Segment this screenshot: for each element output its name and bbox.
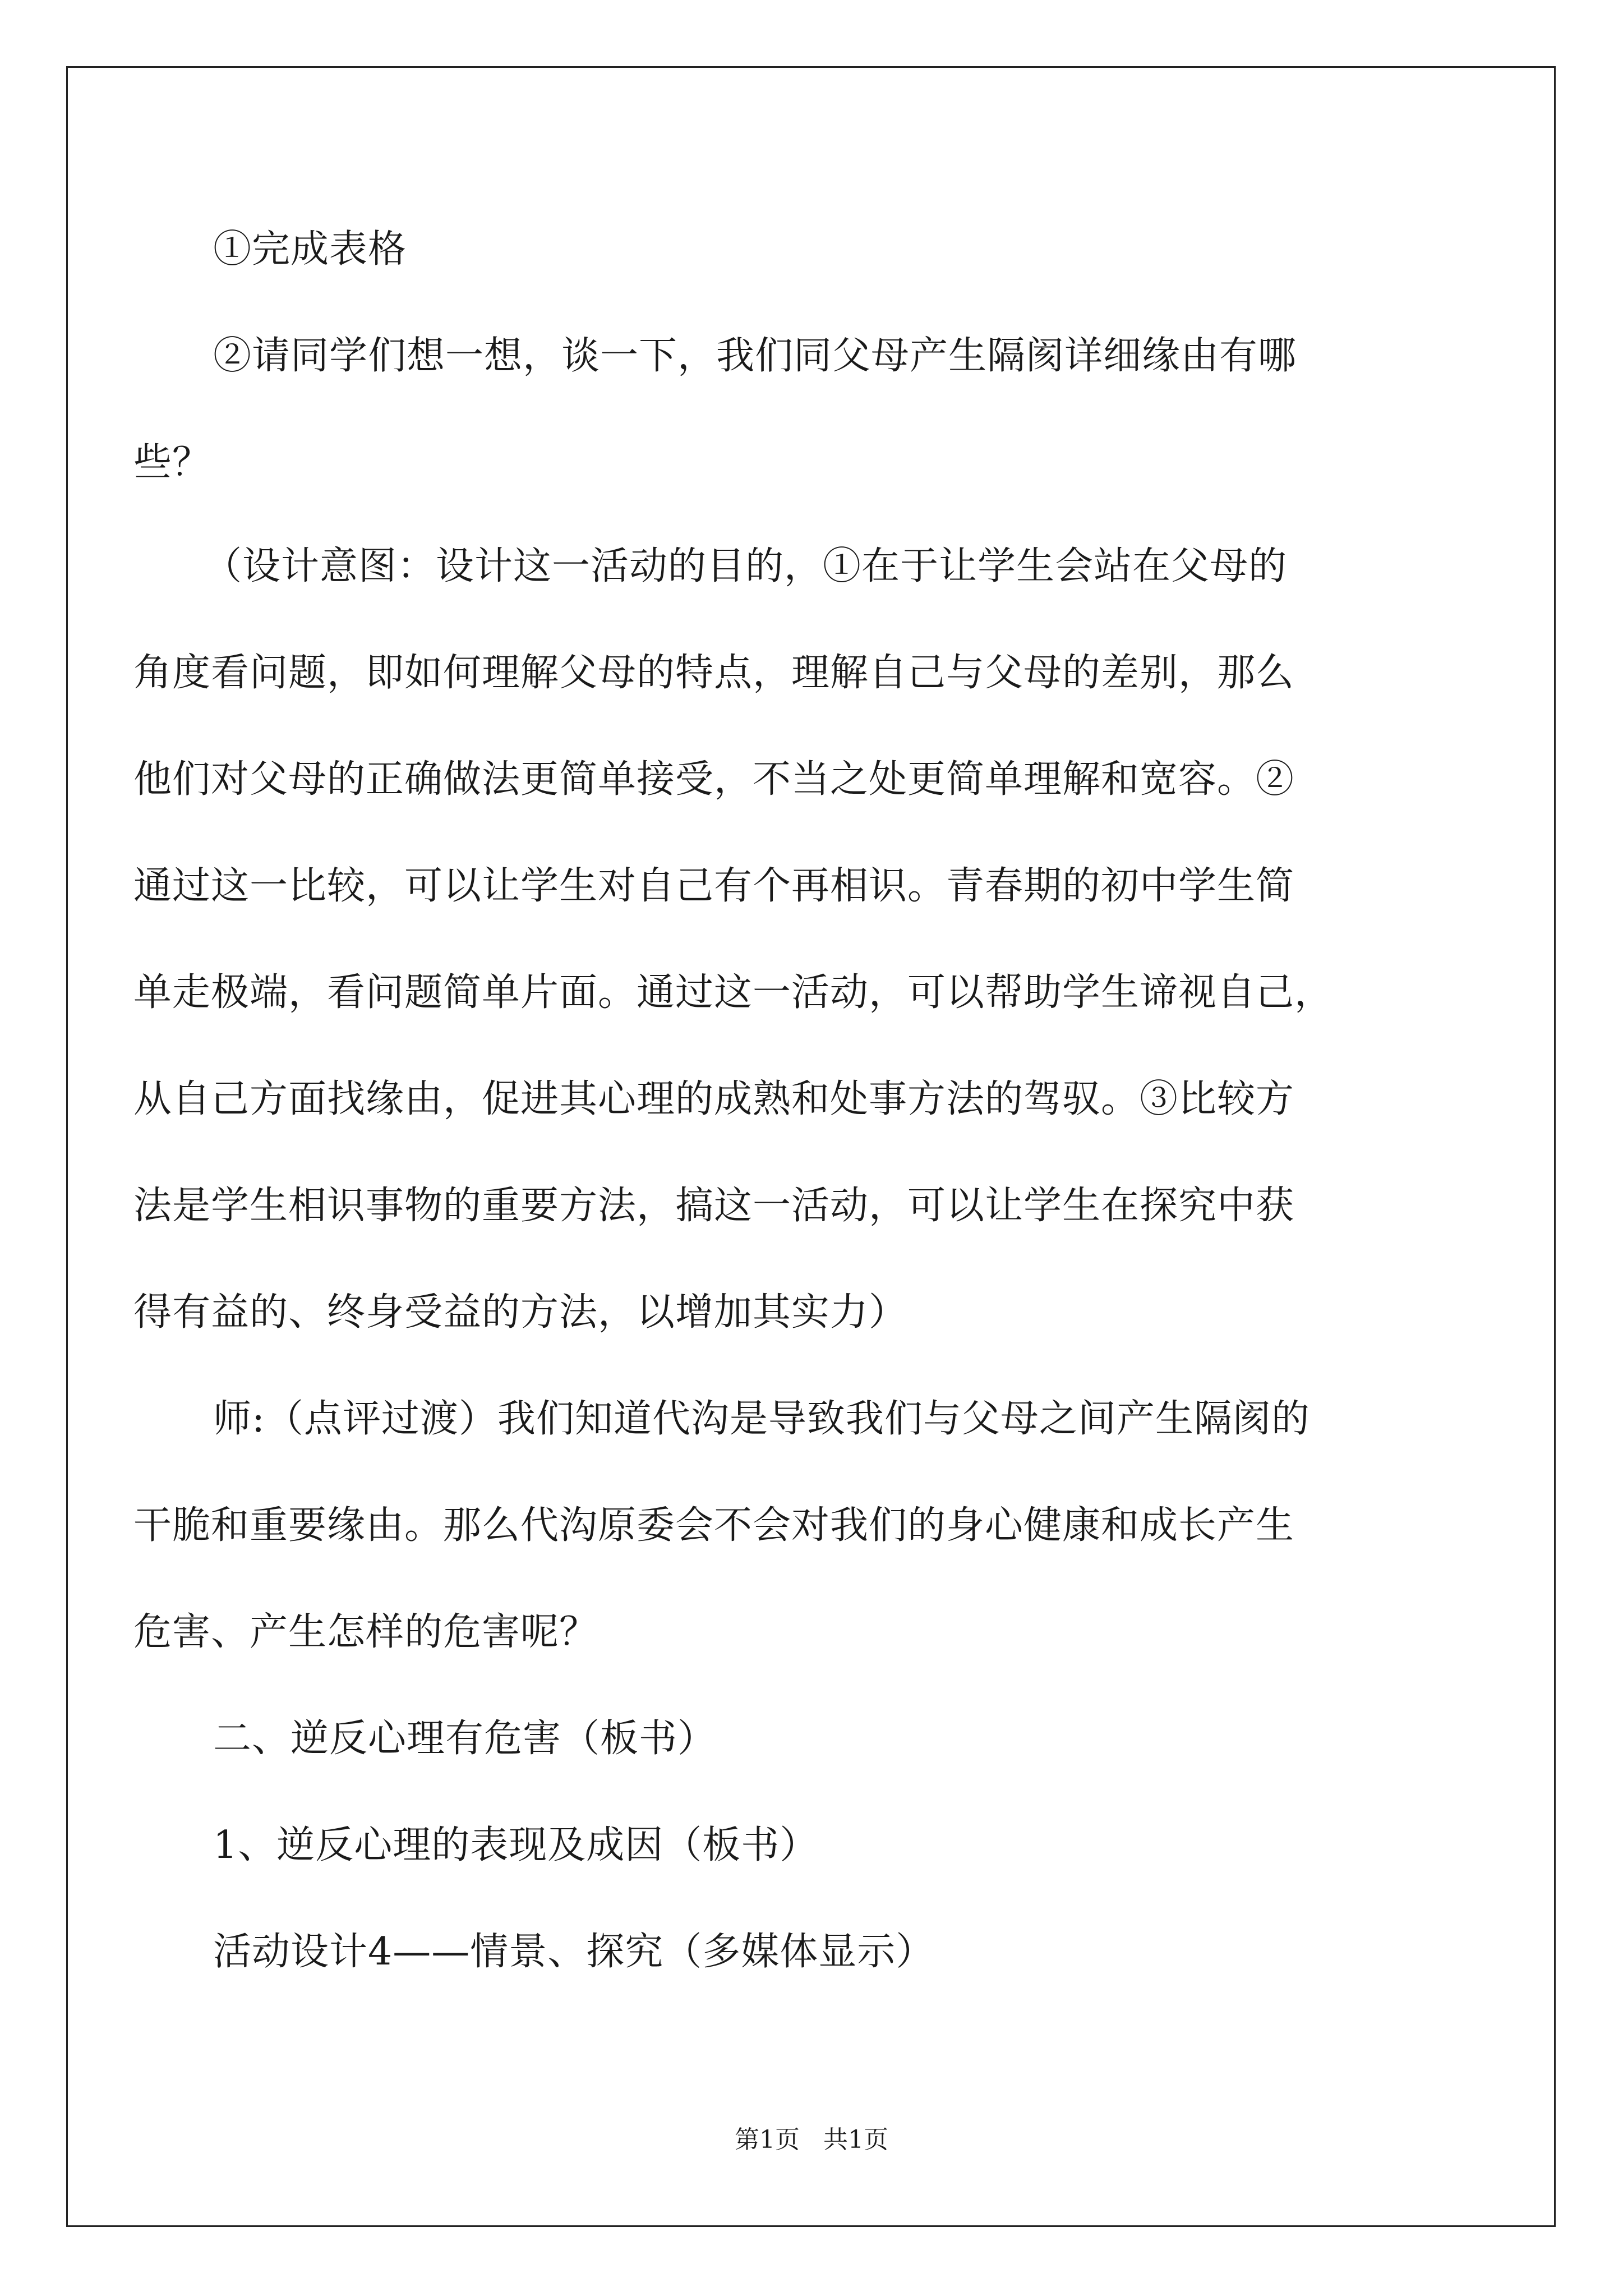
- activity-heading: 活动设计4——情景、探究（多媒体显示）: [213, 1930, 935, 1974]
- text-line: （设计意图：设计这一活动的目的，①在于让学生会站在父母的: [204, 544, 1288, 588]
- subsection-heading: 1、逆反心理的表现及成因（板书）: [213, 1823, 819, 1867]
- text-line: 单走极端，看问题简单片面。通过这一活动，可以帮助学生谛视自己，: [133, 970, 1334, 1015]
- page-number: 第1页: [735, 2125, 800, 2154]
- text-line: 法是学生相识事物的重要方法，搞这一活动，可以让学生在探究中获: [133, 1184, 1295, 1228]
- text-line: 从自己方面找缘由，促进其心理的成熟和处事方法的驾驭。③比较方: [133, 1077, 1295, 1121]
- section-heading: 二、逆反心理有危害（板书）: [213, 1717, 717, 1761]
- text-line: 得有益的、终身受益的方法，以增加其实力）: [133, 1290, 908, 1335]
- text-line: 角度看问题，即如何理解父母的特点，理解自己与父母的差别，那么: [133, 651, 1295, 695]
- text-line: 些？: [133, 440, 211, 485]
- text-line: 干脆和重要缘由。那么代沟原委会不会对我们的身心健康和成长产生: [133, 1503, 1295, 1548]
- page-total: 共1页: [823, 2125, 888, 2154]
- page-border: [66, 66, 1556, 2227]
- text-line: ②请同学们想一想，谈一下，我们同父母产生隔阂详细缘由有哪: [213, 334, 1297, 378]
- page-footer: [0, 2124, 1623, 2156]
- text-line: 危害、产生怎样的危害呢？: [133, 1610, 598, 1654]
- text-line: 通过这一比较，可以让学生对自己有个再相识。青春期的初中学生简: [133, 864, 1295, 908]
- text-line: ①完成表格: [213, 227, 407, 272]
- text-line: 师:（点评过渡）我们知道代沟是导致我们与父母之间产生隔阂的: [213, 1397, 1310, 1441]
- text-line: 他们对父母的正确做法更简单接受，不当之处更简单理解和宽容。②: [133, 757, 1295, 802]
